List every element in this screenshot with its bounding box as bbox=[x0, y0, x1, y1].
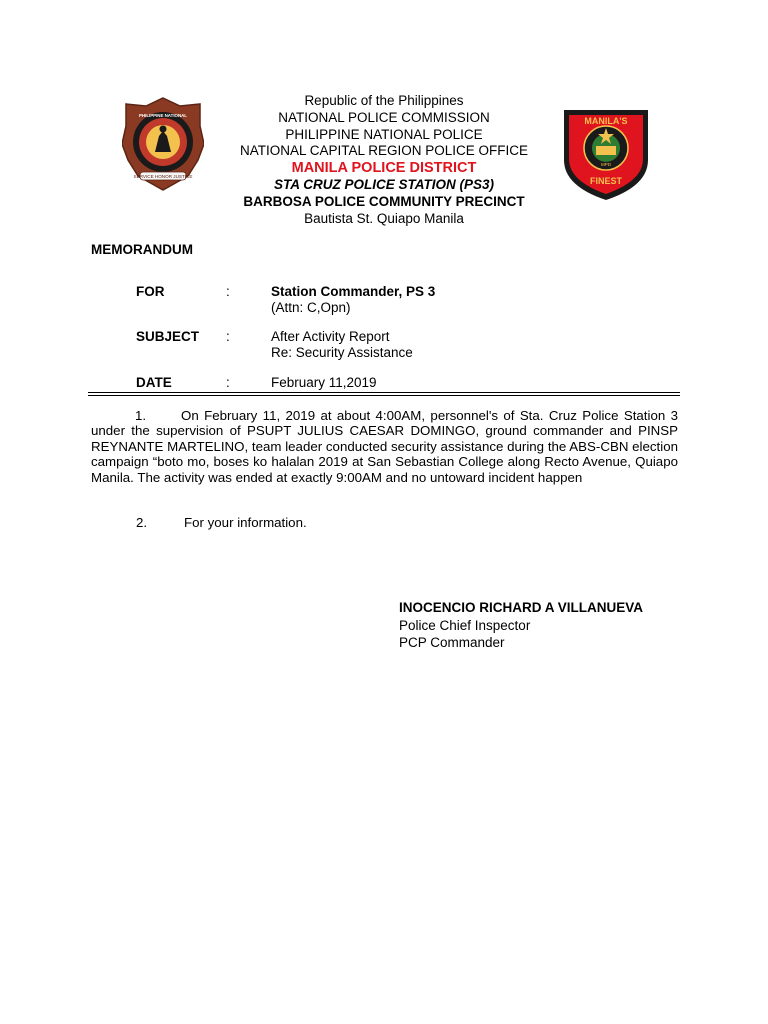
napolcom-line: NATIONAL POLICE COMMISSION bbox=[278, 109, 490, 125]
address-line: Bautista St. Quiapo Manila bbox=[304, 210, 464, 226]
subject-colon: : bbox=[226, 329, 230, 344]
divider-line-top bbox=[88, 392, 680, 393]
precinct-line: BARBOSA POLICE COMMUNITY PRECINCT bbox=[243, 193, 525, 209]
letterhead bbox=[200, 93, 568, 227]
signature-block bbox=[399, 599, 643, 652]
paragraph-1-text: On February 11, 2019 at about 4:00AM, personnel's of Sta. Cruz Police Station 3 under the supervision of PSUPT JULIUS CAESAR DOMINGO, ground commander and PINSP REYNANTE MARTELINO, team leader conducted security assistance during the ABS-CBN election campaign “boto mo, boses ko halalan 2019 at San Sebastian College along Recto Avenue, Quiapo Manila. The activity was ended at exactly 9:00AM and no untoward incident happen bbox=[91, 408, 678, 485]
paragraph-1-number: 1. bbox=[135, 408, 147, 423]
pnp-badge-logo bbox=[122, 96, 204, 192]
pnp-line: PHILIPPINE NATIONAL POLICE bbox=[285, 126, 483, 142]
for-value bbox=[271, 284, 435, 316]
subject-value bbox=[271, 329, 413, 361]
mpd-text: MPD bbox=[601, 162, 611, 167]
divider-line-bottom bbox=[88, 395, 680, 396]
body-paragraph-2 bbox=[136, 515, 307, 530]
pnp-motto-text: SERVICE HONOR JUSTICE bbox=[133, 174, 193, 179]
finest-text: FINEST bbox=[589, 176, 623, 186]
subject-re: Re: Security Assistance bbox=[271, 345, 413, 360]
for-colon: : bbox=[226, 284, 230, 299]
signatory-name: INOCENCIO RICHARD A VILLANUEVA bbox=[399, 600, 644, 615]
date-value: February 11,2019 bbox=[271, 375, 377, 390]
paragraph-2-text: For your information. bbox=[184, 515, 307, 530]
signatory-position: PCP Commander bbox=[399, 635, 505, 650]
memo-title: MEMORANDUM bbox=[91, 242, 193, 257]
district-line: MANILA POLICE DISTRICT bbox=[291, 160, 477, 177]
for-label: FOR bbox=[136, 284, 165, 299]
pnp-badge-text: PHILIPPINE NATIONAL bbox=[139, 113, 187, 118]
for-attention: (Attn: C,Opn) bbox=[271, 300, 351, 315]
date-label: DATE bbox=[136, 375, 172, 390]
subject-main: After Activity Report bbox=[271, 329, 390, 344]
manilas-finest-logo bbox=[560, 104, 652, 202]
manilas-text: MANILA'S bbox=[584, 116, 628, 126]
ncrpo-line: NATIONAL CAPITAL REGION POLICE OFFICE bbox=[239, 143, 529, 159]
for-recipient: Station Commander, PS 3 bbox=[271, 284, 436, 299]
body-paragraph-1 bbox=[91, 408, 678, 485]
paragraph-2-number: 2. bbox=[136, 515, 148, 530]
station-line: STA CRUZ POLICE STATION (PS3) bbox=[273, 176, 494, 192]
republic-line: Republic of the Philippines bbox=[304, 93, 464, 108]
signatory-rank: Police Chief Inspector bbox=[399, 617, 531, 633]
date-colon: : bbox=[226, 375, 230, 390]
subject-label: SUBJECT bbox=[136, 329, 200, 344]
